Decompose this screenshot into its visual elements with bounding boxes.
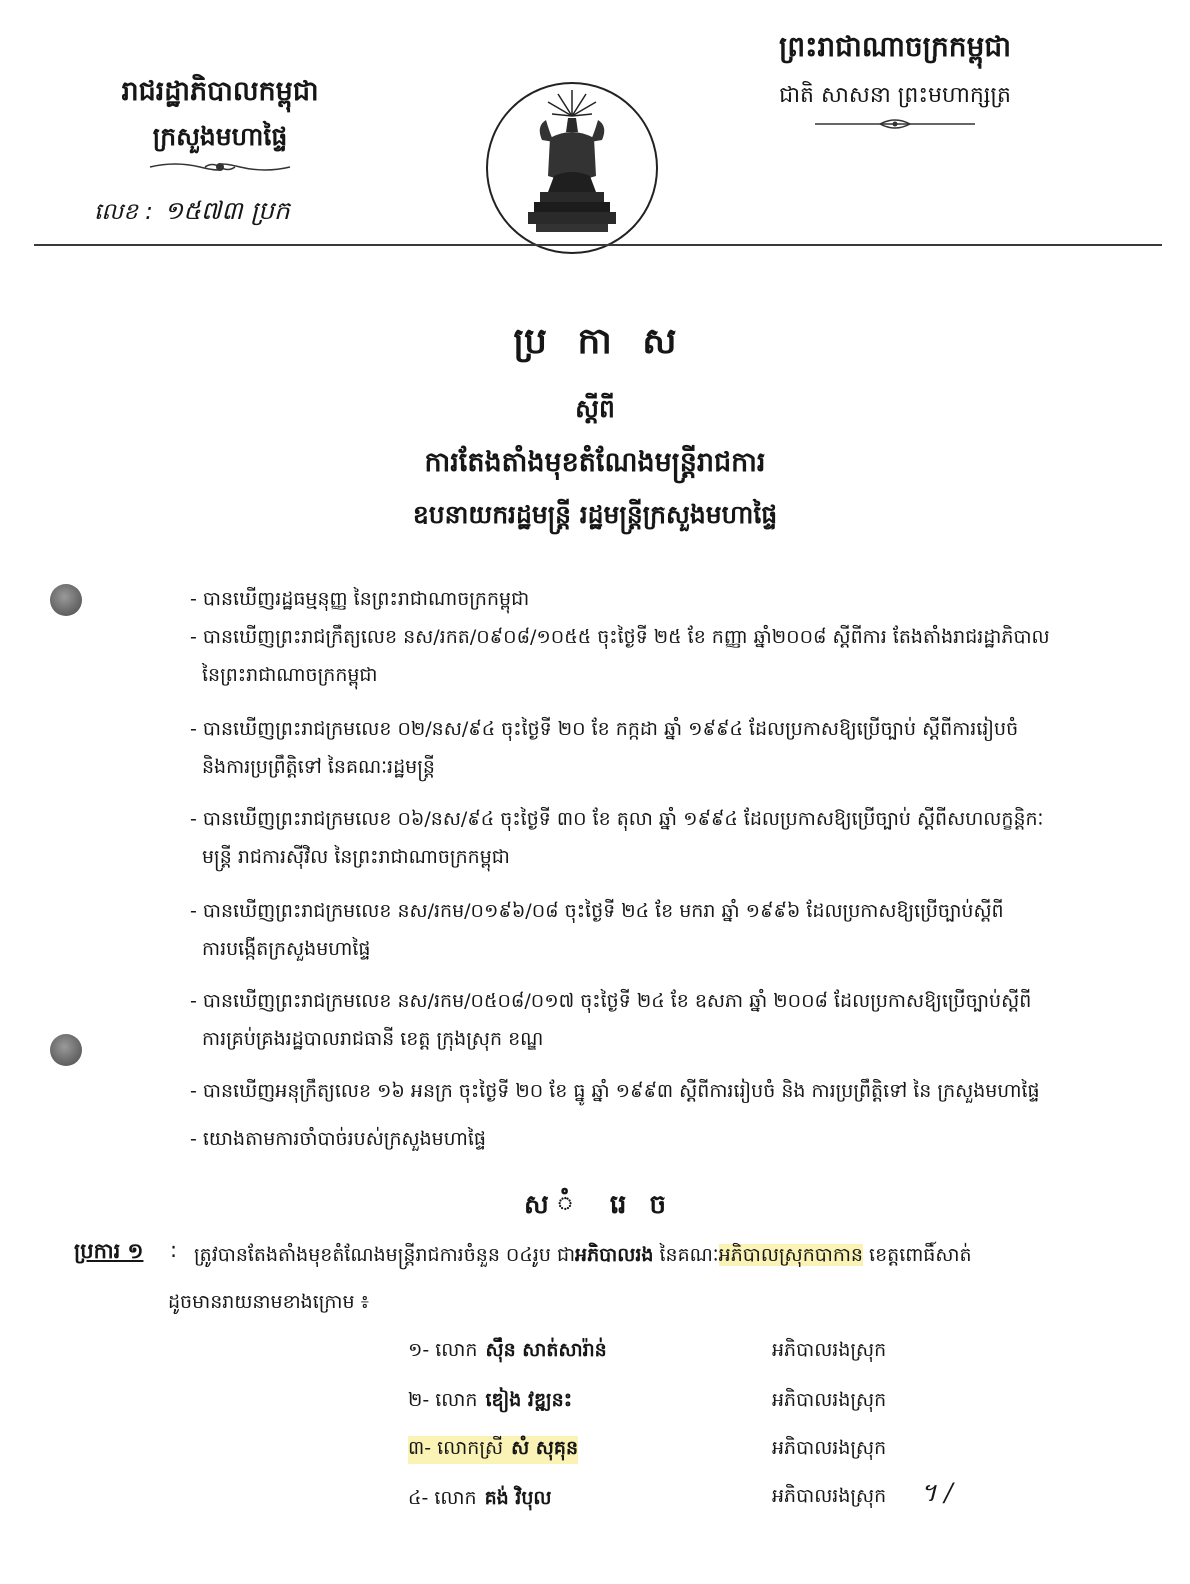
document-type-title: ប្រ កា ស — [513, 321, 677, 362]
visa-line-continuation: និងការប្រព្រឹត្តិទៅ នៃគណៈរដ្ឋមន្ត្រី — [202, 756, 435, 778]
kingdom-name: ព្រះរាជាណាចក្រកម្ពុជា — [778, 30, 1011, 63]
decision-heading: ស ំ រេ ច — [524, 1190, 666, 1220]
officer-role: អភិបាលរងស្រុក — [772, 1437, 887, 1459]
visa-item — [190, 892, 1004, 968]
officer-name: គង់ វិបុល — [484, 1487, 552, 1509]
officer-prefix: ២- លោក — [408, 1389, 478, 1411]
article-text-e: ខេត្តពោធិ៍សាត់ — [863, 1244, 972, 1266]
officer-name: ឌៀង វឌ្ឍនះ — [485, 1389, 573, 1411]
visa-line-continuation: ការបង្កើតក្រសួងមហាផ្ទៃ — [202, 938, 371, 960]
handwritten-mark: ។ / — [920, 1478, 953, 1507]
visa-line: - បានឃើញព្រះរាជក្រមលេខ ០២/នស/៩៤ ចុះថ្ងៃទី ២០ ខែ កក្កដា ឆ្នាំ ១៩៩៤ ដែលប្រកាសឱ្យប្រើច្បាប់ ស្តីពីការរៀបចំ — [190, 718, 1019, 740]
visa-line: - បានឃើញព្រះរាជក្រមលេខ នស/រកម/០៥០៨/០១៧ ចុះថ្ងៃទី ២៤ ខែ ឧសភា ឆ្នាំ ២០០៨ ដែលប្រកាសឱ្យប្រើច្បាប់ស្តីពី — [190, 990, 1032, 1012]
visa-line-continuation: ការគ្រប់គ្រងរដ្ឋបាលរាជធានី ខេត្ត ក្រុងស្រុក ខណ្ឌ — [202, 1028, 544, 1050]
officer-role: អភិបាលរងស្រុក — [772, 1389, 887, 1411]
ministry-name: ក្រសួងមហាផ្ទៃ — [152, 122, 288, 151]
ornament-divider-icon — [145, 160, 295, 174]
article-label: ប្រការ ១ — [74, 1239, 144, 1263]
national-motto: ជាតិ សាសនា ព្រះមហាក្សត្រ — [779, 83, 1011, 108]
visa-line: - យោងតាមការចាំបាច់របស់ក្រសួងមហាផ្ទៃ — [190, 1128, 486, 1150]
officer-role: អភិបាលរងស្រុក — [772, 1339, 887, 1361]
motto-ornament-icon — [810, 118, 980, 130]
article-district: អភិបាលស្រុកបាកាន — [718, 1244, 863, 1266]
reference-number — [94, 196, 290, 232]
officer-name: សំ សុគុន — [511, 1437, 579, 1459]
visa-line: - បានឃើញអនុក្រឹត្យលេខ ១៦ អនក្រ ចុះថ្ងៃទី ២០ ខែ ធ្នូ ឆ្នាំ ១៩៩៣ ស្តីពីការរៀបចំ និង ការប្រព្រឹត្តិទៅ នៃ ក្រសួងមហាផ្ទៃ — [190, 1080, 1040, 1102]
officer-prefix: ៣- លោកស្រី — [408, 1437, 504, 1459]
visa-line-continuation: មន្ត្រី រាជការស៊ីវិល នៃព្រះរាជាណាចក្រកម្ពុជា — [202, 846, 510, 868]
article-text — [194, 1238, 1124, 1272]
article-text-a: ត្រូវបានតែងតាំងមុខតំណែងមន្ត្រីរាជការចំនួន ០៤រូប ជា — [194, 1244, 576, 1266]
punch-hole — [50, 584, 82, 616]
reference-label: លេខ : — [94, 199, 153, 225]
visa-item — [190, 580, 529, 618]
visa-item — [190, 982, 1031, 1058]
document-subject: ការតែងតាំងមុខតំណែងមន្ត្រីរាជការ — [424, 447, 766, 478]
officer-entry — [408, 1486, 551, 1514]
visa-line: - បានឃើញព្រះរាជក្រឹត្យលេខ នស/រកត/០៩០៨/១០៥៥ ចុះថ្ងៃទី ២៥ ខែ កញ្ញា ឆ្នាំ២០០៨ ស្តីពីការ តែងតាំងរាជរដ្ឋាភិបាល — [190, 626, 1050, 648]
officer-prefix: ១- លោក — [408, 1339, 478, 1361]
kingdom-header — [690, 26, 1100, 130]
ministry-header — [70, 72, 370, 174]
visa-item — [190, 800, 1043, 876]
visa-item — [190, 618, 1050, 694]
article-colon: : — [170, 1238, 178, 1262]
visa-item — [190, 1120, 486, 1158]
visa-item — [190, 1072, 1040, 1110]
visa-line: - បានឃើញព្រះរាជក្រមលេខ ០៦/នស/៩៤ ចុះថ្ងៃទី ៣០ ខែ តុលា ឆ្នាំ ១៩៩៤ ដែលប្រកាសឱ្យប្រើច្បាប់ ស្តីពីសហលក្ខន្តិកៈ — [190, 808, 1044, 830]
officer-entry — [408, 1338, 607, 1366]
article-position: អភិបាលរង — [575, 1244, 654, 1266]
reference-value: ១៥៧៣ ប្រក — [164, 196, 290, 225]
punch-hole — [50, 1034, 82, 1066]
officer-prefix: ៤- លោក — [408, 1487, 477, 1509]
header-divider — [34, 244, 1162, 246]
officer-entry — [408, 1436, 578, 1464]
officer-role: អភិបាលរងស្រុក — [772, 1485, 887, 1507]
royal-emblem-seal-icon — [484, 80, 660, 256]
article-text-c: នៃគណៈ — [653, 1244, 719, 1266]
visa-item — [190, 710, 1018, 786]
visa-line: - បានឃើញរដ្ឋធម្មនុញ្ញ នៃព្រះរាជាណាចក្រកម្ពុជា — [190, 588, 530, 610]
about-label: ស្តីពី — [575, 394, 615, 423]
issuer-title: ឧបនាយករដ្ឋមន្ត្រី រដ្ឋមន្ត្រីក្រសួងមហាផ្ទៃ — [412, 500, 778, 529]
visa-line: - បានឃើញព្រះរាជក្រមលេខ នស/រកម/០១៩៦/០៨ ចុះថ្ងៃទី ២៤ ខែ មករា ឆ្នាំ ១៩៩៦ ដែលប្រកាសឱ្យប្រើច្បាប់ស្តីពី — [190, 900, 1004, 922]
officer-entry — [408, 1388, 572, 1416]
visa-line-continuation: នៃព្រះរាជាណាចក្រកម្ពុជា — [202, 664, 378, 686]
government-name: រាជរដ្ឋាភិបាលកម្ពុជា — [121, 76, 319, 107]
article-text-line2: ដូចមានរាយនាមខាងក្រោម ៖ — [168, 1291, 369, 1313]
officer-name: ស៊ឹន សាត់សារ៉ាន់ — [485, 1339, 607, 1361]
